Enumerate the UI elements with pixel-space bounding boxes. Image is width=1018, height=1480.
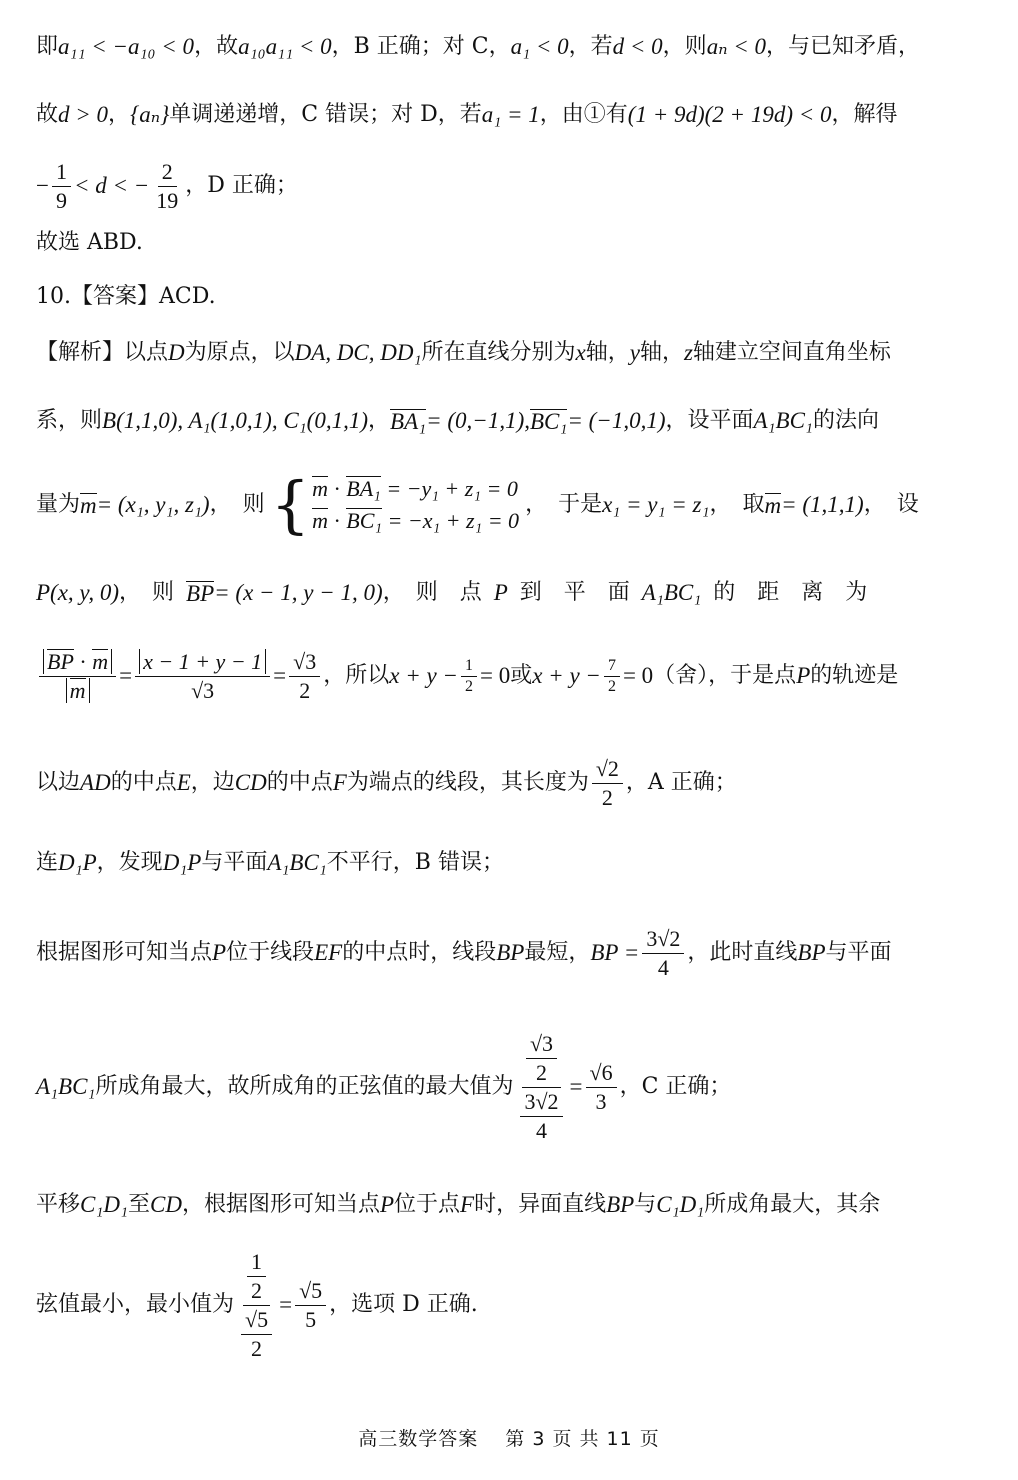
vector: BA₁ bbox=[390, 409, 427, 434]
vector: BP bbox=[47, 648, 74, 674]
math: C₁D₁ bbox=[656, 1192, 705, 1217]
math: a₁ < 0 bbox=[510, 34, 569, 59]
fraction bbox=[39, 648, 116, 705]
text: 的中点 bbox=[110, 770, 177, 795]
math: y bbox=[629, 340, 640, 365]
text: ，C 正确； bbox=[619, 1074, 732, 1099]
text: （舍），于是点 bbox=[653, 663, 797, 688]
equation-system bbox=[270, 468, 520, 541]
math: DA, DC, DD₁ bbox=[294, 340, 422, 365]
fraction bbox=[520, 1088, 562, 1145]
fraction-numerator: 3√2 bbox=[642, 925, 684, 954]
text: ，与已知矛盾， bbox=[766, 34, 921, 59]
line-16 bbox=[36, 1242, 988, 1368]
text: ，选项 D 正确. bbox=[329, 1292, 478, 1317]
text: 至 bbox=[127, 1192, 150, 1217]
fraction-numerator: √5 bbox=[241, 1306, 272, 1335]
text: 系，则 bbox=[36, 408, 103, 433]
math: = 0 bbox=[622, 663, 654, 688]
math: x + y − bbox=[389, 663, 458, 688]
equation-row: m · BA₁ = −y₁ + z₁ = 0 bbox=[312, 476, 518, 501]
text: 轴， bbox=[639, 340, 684, 365]
line-8 bbox=[36, 468, 988, 542]
fraction-denominator: 2 bbox=[464, 677, 473, 695]
fraction bbox=[52, 158, 71, 215]
text: 不平行，B 错误； bbox=[326, 850, 504, 875]
math: A₁BC₁ bbox=[267, 850, 327, 875]
text: 故选 ABD. bbox=[36, 230, 143, 255]
fraction-numerator: √6 bbox=[586, 1059, 617, 1088]
fraction-denominator: 3 bbox=[595, 1088, 607, 1114]
line-13 bbox=[36, 922, 988, 984]
fraction-denominator: 2 bbox=[251, 1335, 263, 1361]
text: 弦值最小，最小值为 bbox=[36, 1292, 235, 1317]
vector: BP bbox=[186, 581, 215, 606]
math: BP bbox=[797, 940, 826, 965]
text: ，根据图形可知当点 bbox=[181, 1192, 380, 1217]
fraction-denominator: 5 bbox=[305, 1306, 317, 1332]
fraction-numerator: 7 bbox=[604, 656, 620, 677]
line-9 bbox=[36, 578, 988, 608]
text: 与平面 bbox=[825, 940, 892, 965]
math: C₁D₁ bbox=[80, 1192, 128, 1217]
fraction-numerator: √5 bbox=[295, 1277, 326, 1306]
math: = bbox=[279, 1292, 293, 1317]
math: EF bbox=[314, 940, 343, 965]
text: ， bbox=[108, 102, 131, 127]
fraction-numerator: √3 bbox=[526, 1030, 557, 1059]
math: AD bbox=[80, 770, 111, 795]
math: x₁ = y₁ = z₁ bbox=[602, 492, 710, 517]
math: P bbox=[212, 940, 227, 965]
text: ，A 正确； bbox=[625, 770, 737, 795]
math: a₁₁ < −a₁₀ < 0 bbox=[58, 34, 195, 59]
line-1 bbox=[36, 32, 988, 62]
math: · bbox=[73, 648, 93, 674]
math: = (1,1,1) bbox=[781, 492, 864, 517]
fraction bbox=[135, 648, 270, 705]
math: CD bbox=[234, 770, 267, 795]
fraction-numerator: √3 bbox=[289, 648, 320, 677]
text: ，则 bbox=[662, 34, 707, 59]
answer-heading bbox=[36, 282, 988, 312]
line-2 bbox=[36, 100, 988, 130]
math: z bbox=[683, 340, 693, 365]
fraction bbox=[592, 755, 623, 812]
page-footer: 高三数学答案 第 3 页 共 11 页 bbox=[358, 1428, 660, 1450]
fraction bbox=[642, 925, 684, 982]
math: x + y − bbox=[532, 663, 601, 688]
fraction bbox=[461, 656, 477, 697]
text: 与 bbox=[634, 1192, 657, 1217]
vector: m bbox=[312, 476, 328, 501]
vector: BC₁ bbox=[346, 508, 383, 533]
text: 所成角最大，其余 bbox=[704, 1192, 881, 1217]
fraction-numerator: 1 bbox=[247, 1248, 266, 1277]
text: ， 设 bbox=[863, 492, 919, 517]
text: 的中点 bbox=[266, 770, 333, 795]
text: 到 平 面 bbox=[519, 580, 630, 605]
math: = 0 bbox=[479, 663, 511, 688]
fraction-denominator: √3 bbox=[191, 677, 215, 703]
fraction bbox=[289, 648, 320, 705]
math: (1 + 9d)(2 + 19d) < 0 bbox=[627, 102, 832, 127]
text: 故 bbox=[36, 102, 59, 127]
vector: m bbox=[69, 677, 86, 703]
text: 10.【答案】ACD. bbox=[36, 284, 216, 309]
text: 根据图形可知当点 bbox=[36, 940, 213, 965]
math: D₁P bbox=[58, 850, 97, 875]
text: 与平面 bbox=[201, 850, 268, 875]
math: A₁BC₁ bbox=[641, 580, 702, 605]
math: D₁P bbox=[162, 850, 202, 875]
fraction bbox=[241, 1306, 272, 1363]
fraction-numerator: 1 bbox=[461, 656, 477, 677]
text: 单调递递增，C 错误；对 D，若 bbox=[169, 102, 482, 127]
math: B(1,1,0), A₁(1,0,1), C₁(0,1,1) bbox=[102, 408, 368, 433]
fraction bbox=[152, 158, 182, 215]
math: aₙ < 0 bbox=[706, 34, 767, 59]
text: ，此时直线 bbox=[687, 940, 798, 965]
text: 【解析】以点 bbox=[36, 340, 169, 365]
text: ，由①有 bbox=[539, 102, 628, 127]
text: ，边 bbox=[190, 770, 235, 795]
math: {aₙ} bbox=[130, 102, 170, 127]
text: 的中点时，线段 bbox=[342, 940, 497, 965]
text: ， 则 点 bbox=[382, 580, 482, 605]
text: ，B 正确；对 C， bbox=[331, 34, 511, 59]
line-3 bbox=[36, 158, 988, 214]
math: a₁ = 1 bbox=[481, 102, 540, 127]
left-brace-icon: { bbox=[270, 468, 311, 541]
math: = (−1,0,1) bbox=[567, 408, 666, 433]
fraction bbox=[604, 656, 620, 697]
text: ，故 bbox=[194, 34, 239, 59]
vector: m bbox=[80, 493, 97, 518]
fraction-denominator: 4 bbox=[657, 954, 669, 980]
text: ， 取 bbox=[709, 492, 765, 517]
line-6 bbox=[36, 338, 988, 368]
math: = bbox=[119, 663, 133, 688]
text: 的法向 bbox=[812, 408, 879, 433]
fraction-numerator bbox=[522, 1030, 561, 1088]
text: ，D 正确； bbox=[185, 173, 298, 198]
fraction-denominator bbox=[62, 677, 94, 705]
math: d < 0 bbox=[612, 34, 663, 59]
text: ，设平面 bbox=[665, 408, 754, 433]
text: 或 bbox=[510, 663, 533, 688]
compound-fraction bbox=[237, 1248, 276, 1363]
math: = (x₁, y₁, z₁) bbox=[96, 492, 210, 517]
math: F bbox=[460, 1192, 475, 1217]
text: 连 bbox=[36, 850, 59, 875]
fraction-numerator: √2 bbox=[592, 755, 623, 784]
math: d > 0 bbox=[58, 102, 109, 127]
math: P bbox=[796, 663, 811, 688]
fraction bbox=[247, 1248, 266, 1305]
fraction-denominator bbox=[516, 1088, 566, 1145]
fraction-denominator: 2 bbox=[607, 677, 616, 695]
vector: m bbox=[312, 508, 328, 533]
math: = −x₁ + z₁ = 0 bbox=[382, 508, 520, 533]
text: 位于点 bbox=[394, 1192, 461, 1217]
text: ， 于是 bbox=[525, 492, 603, 517]
text: 为端点的线段，其长度为 bbox=[346, 770, 589, 795]
vector: BC₁ bbox=[529, 409, 568, 434]
math: < d < − bbox=[73, 173, 150, 198]
fraction-denominator: 19 bbox=[156, 187, 179, 213]
math: BP = bbox=[590, 940, 640, 965]
fraction-numerator bbox=[243, 1248, 270, 1306]
text: 所在直线分别为 bbox=[421, 340, 576, 365]
text: 轴， bbox=[585, 340, 630, 365]
math: BP bbox=[606, 1192, 635, 1217]
text: 位于线段 bbox=[226, 940, 315, 965]
compound-fraction bbox=[516, 1030, 566, 1145]
math: D bbox=[168, 340, 185, 365]
math: A₁BC₁ bbox=[36, 1074, 96, 1099]
line-11 bbox=[36, 752, 988, 814]
text: 所成角最大，故所成角的正弦值的最大值为 bbox=[95, 1074, 514, 1099]
text: ， 则 bbox=[119, 580, 175, 605]
math: a₁₀a₁₁ < 0 bbox=[238, 34, 332, 59]
text: ，解得 bbox=[831, 102, 898, 127]
fraction-numerator: 3√2 bbox=[520, 1088, 562, 1117]
line-10 bbox=[36, 636, 988, 716]
vector: BA₁ bbox=[346, 476, 381, 501]
line-12 bbox=[36, 848, 988, 878]
line-15 bbox=[36, 1190, 988, 1220]
math: P bbox=[379, 1192, 395, 1217]
math: x bbox=[575, 340, 586, 365]
text: ，若 bbox=[568, 34, 613, 59]
math: E bbox=[176, 770, 191, 795]
math: BP bbox=[496, 940, 525, 965]
fraction-denominator: 4 bbox=[535, 1117, 547, 1143]
text: 的 距 离 为 bbox=[713, 580, 868, 605]
text: ， 则 bbox=[209, 492, 265, 517]
text: 最短， bbox=[524, 940, 591, 965]
text: 平移 bbox=[36, 1192, 81, 1217]
math: − bbox=[36, 173, 49, 198]
fraction-denominator: 2 bbox=[251, 1277, 263, 1303]
text: 量为 bbox=[36, 492, 81, 517]
text: ， bbox=[368, 408, 391, 433]
fraction-denominator: 2 bbox=[601, 784, 613, 810]
vector: m bbox=[92, 648, 109, 674]
math: A₁BC₁ bbox=[753, 408, 813, 433]
text: ，所以 bbox=[323, 663, 390, 688]
fraction bbox=[295, 1277, 326, 1334]
math: CD bbox=[149, 1192, 182, 1217]
math: = (0,−1,1), bbox=[426, 408, 530, 433]
math: = −y₁ + z₁ = 0 bbox=[380, 476, 518, 501]
text: ，发现 bbox=[96, 850, 163, 875]
math: = (x − 1, y − 1, 0) bbox=[214, 580, 383, 605]
fraction-denominator: 2 bbox=[535, 1059, 547, 1085]
fraction-denominator bbox=[237, 1306, 276, 1363]
line-14 bbox=[36, 1024, 988, 1150]
text: 时，异面直线 bbox=[474, 1192, 607, 1217]
fraction-denominator: 2 bbox=[299, 677, 311, 703]
fraction-numerator: 2 bbox=[158, 158, 177, 187]
math: = bbox=[569, 1074, 583, 1099]
text: 以边 bbox=[36, 770, 81, 795]
math: P bbox=[493, 580, 508, 605]
line-4 bbox=[36, 228, 988, 258]
fraction bbox=[526, 1030, 557, 1087]
math: = bbox=[273, 663, 287, 688]
text: 的轨迹是 bbox=[810, 663, 899, 688]
text: 轴建立空间直角坐标 bbox=[692, 340, 891, 365]
text: 为原点，以 bbox=[184, 340, 295, 365]
fraction-numerator: 1 bbox=[52, 158, 71, 187]
fraction bbox=[586, 1059, 617, 1116]
line-7 bbox=[36, 406, 988, 436]
vector: m bbox=[764, 493, 782, 518]
fraction-denominator: 9 bbox=[55, 187, 67, 213]
math: F bbox=[332, 770, 347, 795]
math: x − 1 + y − 1 bbox=[139, 649, 266, 674]
fraction-numerator bbox=[135, 648, 270, 677]
math: P(x, y, 0) bbox=[36, 580, 120, 605]
fraction-numerator bbox=[39, 648, 116, 677]
equation-row: m · BC₁ = −x₁ + z₁ = 0 bbox=[312, 508, 520, 533]
text: 即 bbox=[36, 34, 59, 59]
